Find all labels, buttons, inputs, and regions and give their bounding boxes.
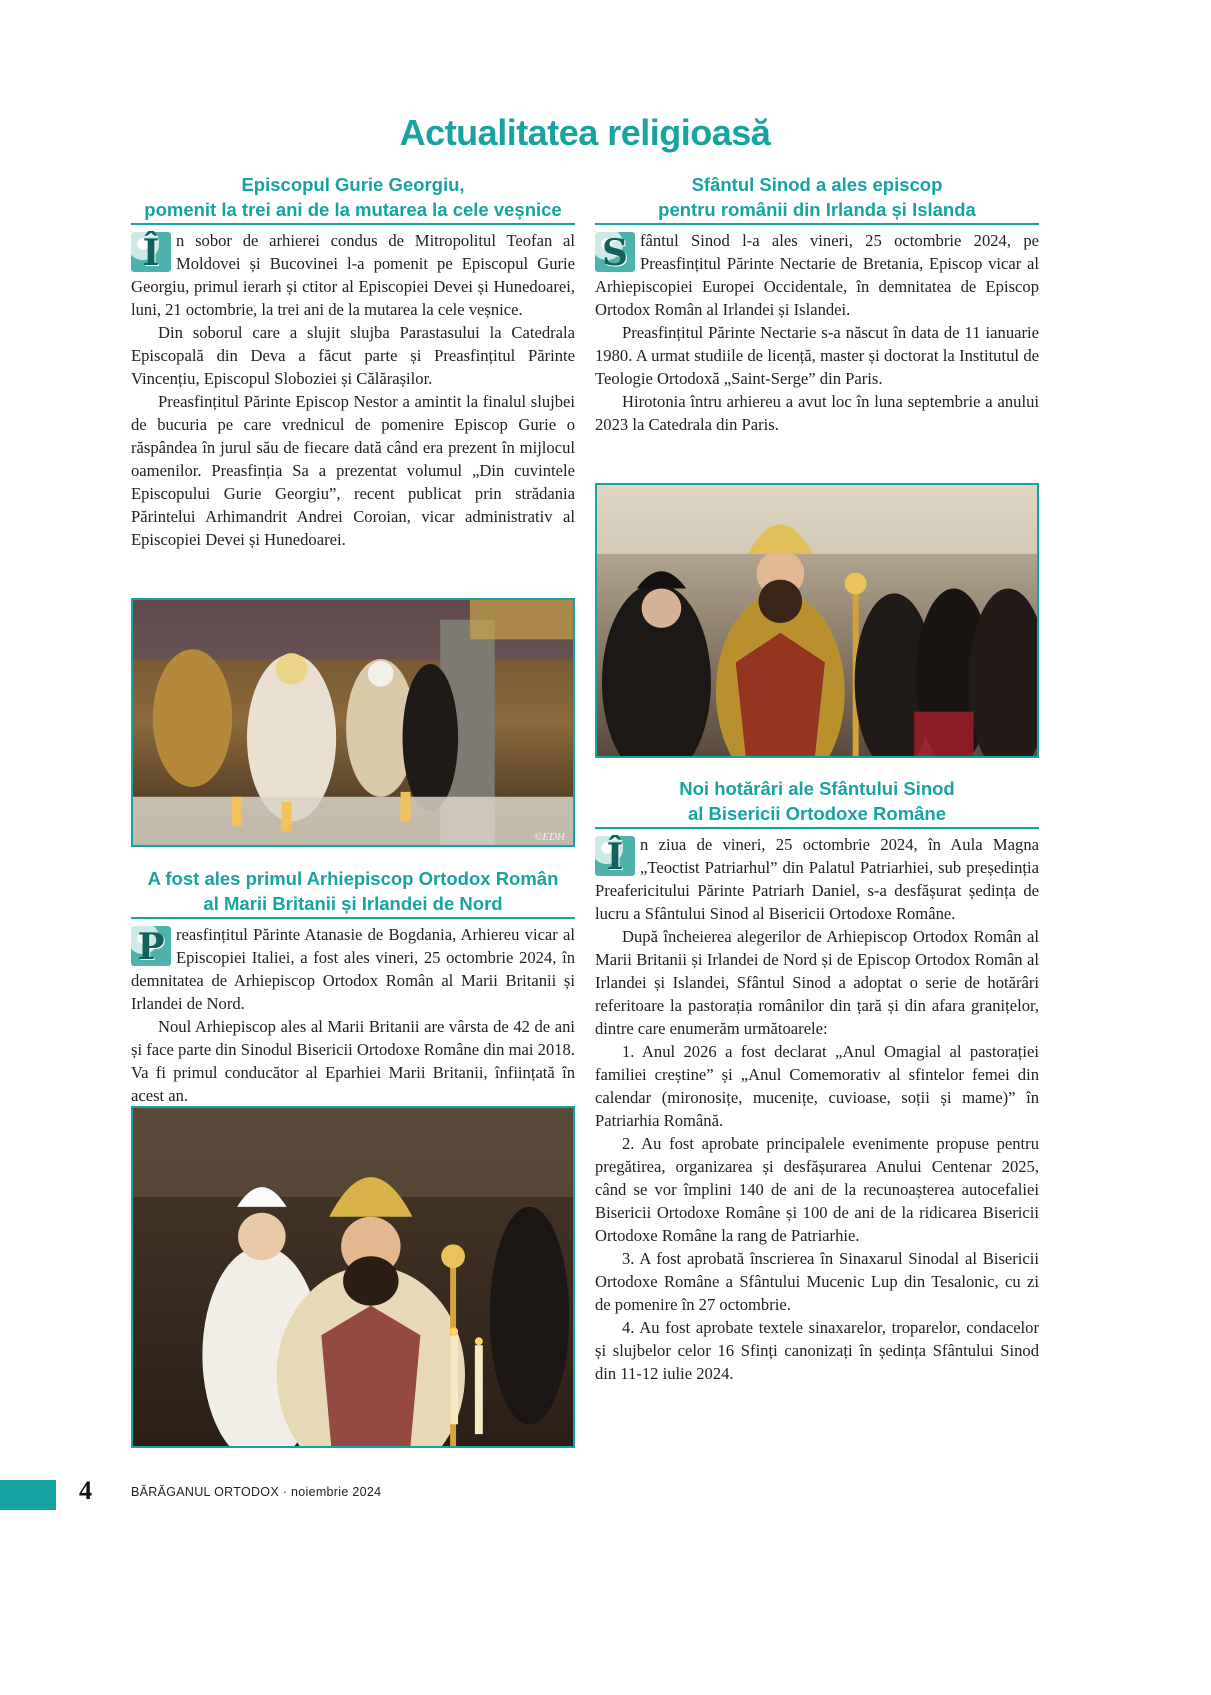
paragraph [131,923,575,1015]
article-body [595,229,1039,436]
title-line: pentru românii din Irlanda și Islanda [658,199,976,220]
paragraph: Noul Arhiepiscop ales al Marii Britanii are vârsta de 42 de ani și face parte din Sinodul Bisericii Ortodoxe Române din mai 2018. Va fi primul conducător al Eparhiei Marii Britanii, înființată în acest an. [131,1017,575,1105]
article-gurie [131,172,575,551]
dropcap-letter: Î [595,836,635,876]
paragraph: După încheierea alegerilor de Arhiepiscop Ortodox Român al Marii Britanii și Irlandei de Nord și de Episcop Ortodox Român al Irlandei și Islandei, Sfântul Sinod a adoptat o serie de hotărâri referitoare la pastorația românilor din țară și din afara granițelor, dintre care enumerăm următoarele: [595,927,1039,1038]
footer-publication [131,1485,381,1499]
dropcap-letter: P [131,926,171,966]
paragraph [595,229,1039,321]
list-item: 1. Anul 2026 a fost declarat „Anul Omagial al pastorației familiei creștine” și „Anul Comemorativ al sfintelor femei din calendar (mironosițe, mucenițe, cuvioase, soții și mame)” în Patriarhia Română. [595,1042,1039,1130]
article-body [595,833,1039,1385]
issue-date: · noiembrie 2024 [282,1485,382,1499]
paragraph-text: fântul Sinod l-a ales vineri, 25 octombrie 2024, pe Preasfințitul Părinte Nectarie de Bretania, Episcop vicar al Arhiepiscopiei Europei Occidentale, în demnitatea de Episcop Ortodox Român al Irlandei și Islandei. [595,231,1039,319]
paragraph: Hirotonia întru arhiereu a avut loc în luna septembrie a anului 2023 la Catedrala din Paris. [595,392,1039,434]
photo-episcop-nectarie [595,483,1039,758]
list-item: 3. A fost aprobată înscrierea în Sinaxarul Sinodal al Bisericii Ortodoxe Române a Sfântului Mucenic Lup din Tesalonic, cu zi de pomenire în 27 octombrie. [595,1249,1039,1314]
paragraph: Preasfințitul Părinte Episcop Nestor a amintit la finalul slujbei de bucuria pe care vrednicul de pomenire Episcop Gurie o răspândea în jurul său de fiecare dată când era prezent în mijlocul oamenilor. Preasfinția Sa a prezentat volumul „Din cuvintele Episcopului Gurie Georgiu”, recent publicat prin strădania Părintelui Arhimandrit Andrei Coroian, vicar administrativ al Episcopiei Devei și Hunedoarei. [131,392,575,549]
photo-arhiepiscop-atanasie [131,1106,575,1448]
article-title [131,866,575,919]
article-body [131,923,575,1107]
list-item: 4. Au fost aprobate textele sinaxarelor, troparelor, condacelor și slujbelor celor 16 Sfinți canonizați în ședința Sfântului Sinod din 11-12 iulie 2024. [595,1318,1039,1383]
article-title [131,172,575,225]
publication-name: BĂRĂGANUL ORTODOX [131,1485,279,1499]
dropcap-letter: Î [131,232,171,272]
article-body [131,229,575,551]
article-nectarie [595,172,1039,436]
paragraph: Din soborul care a slujit slujba Parastasului la Catedrala Episcopală din Deva a făcut parte și Preasfințitul Părinte Vincențiu, Episcopul Sloboziei și Călărașilor. [131,323,575,388]
paragraph [595,833,1039,925]
paragraph-text: n sobor de arhierei condus de Mitropolitul Teofan al Moldovei și Bucovinei l-a pomenit pe Episcopul Gurie Georgiu, primul ierarh și ctitor al Episcopiei Devei și Hunedoarei, luni, 21 octombrie, la trei ani de la mutarea la cele veșnice. [131,231,575,319]
title-line: Episcopul Gurie Georgiu, [241,174,465,195]
page-number: 4 [79,1476,92,1505]
dropcap-letter: S [595,232,635,272]
title-line: pomenit la trei ani de la mutarea la cele veșnice [144,199,562,220]
paragraph [131,229,575,321]
paragraph-text: n ziua de vineri, 25 octombrie 2024, în Aula Magna „Teoctist Patriarhul” din Palatul Patriarhiei, sub președinția Preafericitului Părinte Patriarh Daniel, s-a desfășurat ședința de lucru a Sfântului Sinod al Bisericii Ortodoxe Române. [595,835,1039,923]
title-line: al Bisericii Ortodoxe Române [687,803,947,824]
article-hotarari [595,776,1039,1385]
footer-accent-bar [0,1480,56,1510]
title-line: A fost ales primul Arhiepiscop Ortodox Român [147,868,559,889]
article-title [595,776,1039,829]
paragraph: Preasfințitul Părinte Nectarie s-a născut în data de 11 ianuarie 1980. A urmat studiile de licență, master și doctorat la Institutul de Teologie Ortodoxă „Saint-Serge” din Paris. [595,323,1039,388]
title-line: Sfântul Sinod a ales episcop [691,174,943,195]
article-atanasie [131,866,575,1107]
title-line: al Marii Britanii și Irlandei de Nord [203,893,503,914]
photo-parastas-deva [131,598,575,847]
photo-credit: ©EDH [534,831,565,843]
article-title [595,172,1039,225]
paragraph-text: reasfințitul Părinte Atanasie de Bogdania, Arhiereu vicar al Episcopiei Italiei, a fost ales vineri, 25 octombrie 2024, în demnitatea de Arhiepiscop Ortodox Român al Marii Britanii și Irlandei de Nord. [131,925,575,1013]
page-title: Actualitatea religioasă [399,112,771,153]
title-line: Noi hotărâri ale Sfântului Sinod [679,778,955,799]
list-item: 2. Au fost aprobate principalele evenimente propuse pentru pregătirea, organizarea și desfășurarea Anului Centenar 2025, când se vor împlini 140 de ani de la recunoașterea autocefaliei Bisericii Ortodoxe Române și 100 de ani de la ridicarea Bisericii Ortodoxe Române la rang de Patriarhie. [595,1134,1039,1245]
